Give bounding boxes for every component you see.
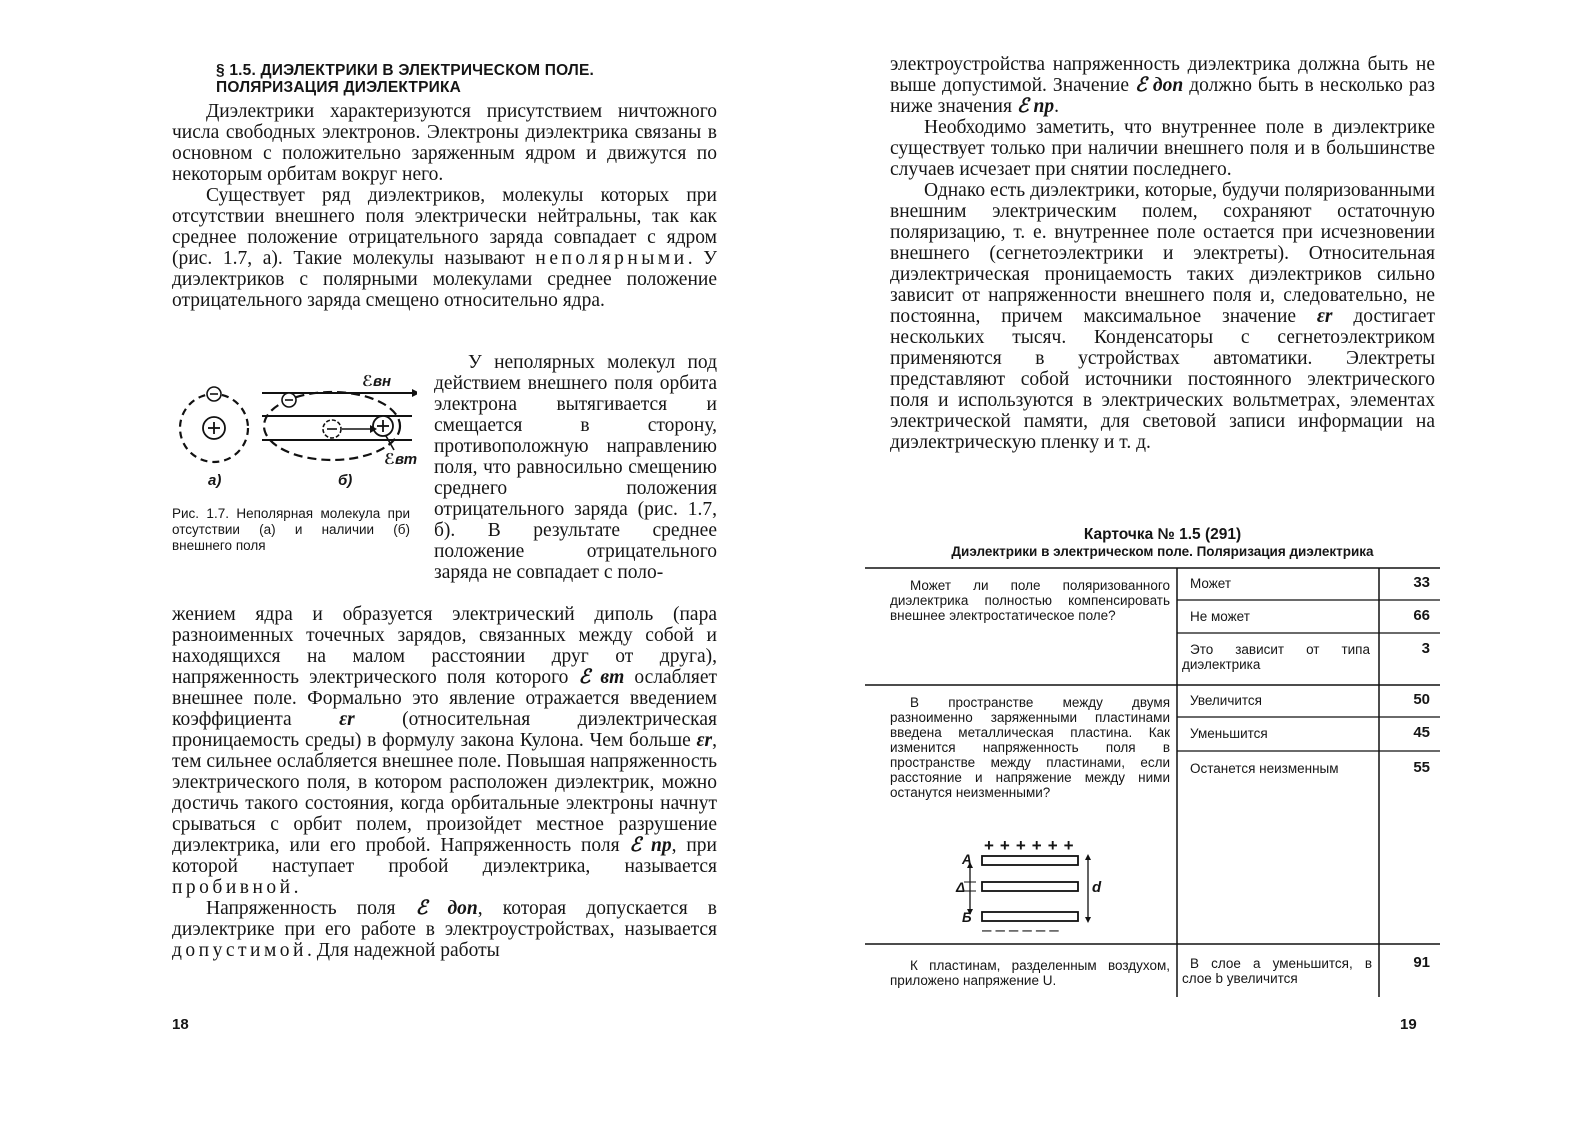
answer-1-2-code: 66 [1413, 607, 1430, 624]
page-number: 19 [1400, 1016, 1417, 1033]
label-a: A [962, 852, 972, 867]
paragraph: У неполярных молекул под действием внешнего поля орбита электрона вытягивается и смещается в сторону, противоположную направлению поля, что равносильно смещению среднего положения отрицательного заряда (рис. 1.7, б). В результате среднее положение отрицательного заряда не совпадает с поло- [434, 352, 717, 583]
answer-1-3: Это зависит от типа диэлектрика [1182, 642, 1370, 672]
answer-2-2-code: 45 [1413, 724, 1430, 741]
section-title: § 1.5. ДИЭЛЕКТРИКИ В ЭЛЕКТРИЧЕСКОМ ПОЛЕ. ПОЛЯРИЗАЦИЯ ДИЭЛЕКТРИКА [216, 62, 595, 96]
page-number: 18 [172, 1016, 189, 1033]
label-d: d [1092, 879, 1102, 896]
card-title: Карточка № 1.5 (291) [1083, 526, 1242, 543]
paragraph: Необходимо заметить, что внутреннее поле в диэлектрике существует только при наличии внешнего поля и в большинстве случаев исчезает при снятии последнего. [890, 117, 1435, 180]
paragraph: Напряженность поля ℰ доп, которая допускается в диэлектрике при его работе в электроустройствах, называется допустимой. Для надежной работы [172, 898, 717, 961]
figure-label-b: б) [338, 472, 353, 489]
answer-2-1-code: 50 [1413, 691, 1430, 708]
figure-label-a: а) [208, 472, 222, 489]
answer-2-3: Останется неизменным [1190, 761, 1339, 776]
question-3: К пластинам, разделенным воздухом, приложено напряжение U. [890, 958, 1170, 988]
label-delta: Δ [956, 880, 966, 895]
answer-2-2: Уменьшится [1190, 726, 1268, 741]
question-1: Может ли поле поляризованного диэлектрика полностью компенсировать внешнее электростатическое поле? [890, 578, 1170, 623]
left-text-bottom [172, 604, 717, 961]
label-b: Б [962, 910, 972, 925]
paragraph: Однако есть диэлектрики, которые, будучи поляризованными внешним электрическим полем, сохраняют остаточную поляризацию, т. е. внутреннее поле остается при исчезновении внешнего (сегнетоэлектрики и электреты). Относительная диэлектрическая проницаемость таких диэлектриков сильно зависит от напряженности внешнего поля и, следовательно, не постоянна, причем максимальное значение εr достигает нескольких тысяч. Конденсаторы с сегнетоэлектриком применяются в устройствах автоматики. Электреты представляют собой источники постоянного электрического поля и используются в электрических вольтметрах, элементах электрической памяти, для световой записи информации на диэлектрическую пленку и т. д. [890, 180, 1435, 453]
field-label-vn: ℰвн [362, 373, 392, 390]
figure-caption: Рис. 1.7. Неполярная молекула при отсутствии (а) и наличии (б) внешнего поля [172, 506, 410, 553]
card-subtitle: Диэлектрики в электрическом поле. Поляризация диэлектрика [951, 544, 1374, 559]
answer-1-1-code: 33 [1413, 574, 1430, 591]
question-2: В пространстве между двумя разноименно заряженными пластинами введена металлическая пластина. Как изменится напряженность поля в пространстве между пластинами, если расстояние и напряжение между ними останутся неизменными? [890, 695, 1170, 800]
left-text-top [172, 101, 717, 311]
paragraph: электроустройства напряженность диэлектрика должна быть не выше допустимой. Значение ℰ доп должно быть в несколько раз ниже значения ℰ пр. [890, 54, 1436, 117]
right-text [890, 54, 1435, 453]
answer-1-1: Может [1190, 576, 1232, 591]
answer-2-1: Увеличится [1190, 693, 1262, 708]
minus-signs: –––––– [982, 920, 1063, 939]
field-label-vt: ℰвт [384, 451, 418, 468]
left-text-side [434, 352, 717, 583]
answer-1-3-code: 3 [1421, 640, 1430, 657]
paragraph: Диэлектрики характеризуются присутствием ничтожного числа свободных электронов. Электроны диэлектрика связаны в основном с положительно заряженным ядром и движутся по некоторым орбитам вокруг него. [172, 101, 717, 185]
paragraph: жением ядра и образуется электрический диполь (пара разноименных точечных зарядов, связанных между собой и находящихся на малом расстоянии друг от друга), напряженность электрического поля которого ℰ вт ослабляет внешнее поле. Формально это явление отражается введением коэффициента εr (относительная диэлектрическая проницаемость среды) в формулу закона Кулона. Чем больше εr, тем сильнее ослабляется внешнее поле. Повышая напряженность электрического поля, в котором расположен диэлектрик, можно достичь такого состояния, когда орбитальные электроны начнут срываться с орбит полем, произойдет местное разрушение диэлектрика, или его пробой. Напряженность поля ℰ пр, при которой наступает пробой диэлектрика, называется пробивной. [172, 604, 717, 898]
paragraph: Существует ряд диэлектриков, молекулы которых при отсутствии внешнего поля электрически нейтральны, так как среднее положение отрицательного заряда совпадает с ядром (рис. 1.7, а). Такие молекулы называют неполярными. У диэлектриков с полярными молекулами среднее положение отрицательного заряда смещено относительно ядра. [172, 185, 717, 311]
answer-3-1: В слое а уменьшится, в слое b увеличится [1182, 956, 1372, 986]
answer-2-3-code: 55 [1413, 759, 1430, 776]
answer-1-2: Не может [1190, 609, 1250, 624]
answer-3-1-code: 91 [1413, 954, 1430, 971]
plus-signs: ++++++ [984, 836, 1080, 855]
